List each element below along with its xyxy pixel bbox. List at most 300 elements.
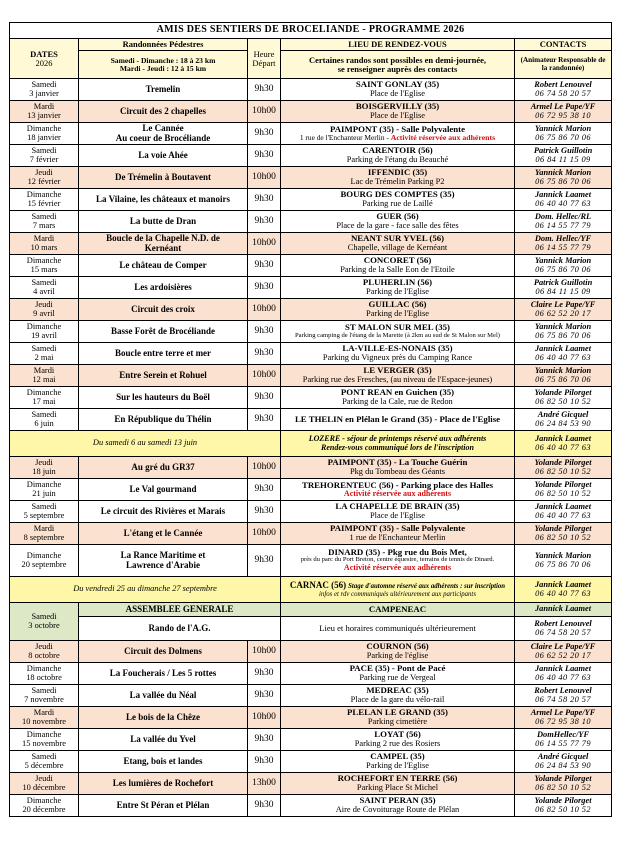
rando-line: Circuit des croix <box>131 303 195 314</box>
rando-name <box>79 773 248 795</box>
place-town: ROCHEFORT EN TERRE (56) <box>337 773 458 784</box>
contact-phone: 06 75 86 70 06 <box>535 264 591 274</box>
contact-name: André Gicquel <box>537 751 589 761</box>
date-day: 5 septembre <box>23 510 65 520</box>
date-weekday: Dimanche <box>26 550 62 560</box>
date-weekday: Samedi <box>31 79 57 89</box>
contact-name: Yannick Marion <box>534 255 592 265</box>
date-cell <box>10 365 79 387</box>
rando-line: Boucle entre terre et mer <box>114 347 212 358</box>
rando-name <box>79 101 248 123</box>
rando-line: La voie Ahée <box>138 149 188 160</box>
meeting-place <box>281 795 515 817</box>
header-heure: Heure Départ <box>248 39 281 79</box>
contact-name: Yannick Marion <box>534 321 592 331</box>
contact-name: Yolande Pilorget <box>534 795 592 805</box>
meeting-place <box>281 685 515 707</box>
contact-name: Dom. Hellec/YF <box>534 233 592 243</box>
header-dates: DATES 2026 <box>10 39 79 79</box>
start-time: 10h00 <box>248 299 281 321</box>
place-detail <box>283 134 512 142</box>
place-detail <box>283 784 512 793</box>
table-row <box>10 387 612 409</box>
date-weekday: Samedi <box>31 501 57 511</box>
meeting-place <box>281 457 515 479</box>
date-weekday: Mardi <box>33 707 55 717</box>
meeting-place <box>281 707 515 729</box>
start-time: 9h30 <box>248 751 281 773</box>
contact-cell <box>515 167 612 189</box>
header-lieu-note: Certaines randos sont possibles en demi-journée, se renseigner auprès des contacts <box>281 51 515 79</box>
place-detail <box>283 674 512 683</box>
contact-cell <box>515 729 612 751</box>
date-day: 18 janvier <box>27 132 61 142</box>
rando-line: Boucle de la Chapelle N.D. de <box>106 233 220 244</box>
rando-line: Le bois de la Chêze <box>126 711 200 722</box>
start-time: 10h00 <box>248 233 281 255</box>
place-detail-text: Parking de l'église <box>366 650 429 660</box>
place-detail-text: Parking 2 rue des Rosiers <box>354 738 441 748</box>
date-day: 2 mai <box>34 352 54 362</box>
date-cell <box>10 167 79 189</box>
date-weekday: Samedi <box>31 145 57 155</box>
contact-cell <box>515 211 612 233</box>
rando-line: Lawrence d'Arabie <box>125 559 201 570</box>
meeting-place <box>281 729 515 751</box>
contact-name: Yannick Marion <box>534 123 592 133</box>
place-detail <box>283 534 512 543</box>
date-weekday: Samedi <box>31 751 57 761</box>
contact-name: Patrick Guillotin <box>533 145 593 155</box>
rando-name <box>79 685 248 707</box>
place-detail-small: près du parc du Port Breton, centre équestre, terrains de tennis de Dinard. <box>300 556 495 564</box>
table-row <box>10 233 612 255</box>
date-weekday: Samedi <box>31 211 57 221</box>
rando-name <box>79 707 248 729</box>
meeting-place <box>281 79 515 101</box>
contact-name: Jannick Laamet <box>534 433 592 443</box>
rando-name <box>79 123 248 145</box>
date-day: 21 juin <box>32 488 56 498</box>
table-row <box>10 431 612 457</box>
meeting-place <box>281 751 515 773</box>
contact-cell <box>515 387 612 409</box>
contact-phone: 06 14 55 77 79 <box>535 738 591 748</box>
place-detail-text: Aire de Covoiturage Route de Plélan <box>335 804 460 814</box>
table-row <box>10 523 612 545</box>
contact-phone: 06 40 40 77 63 <box>535 352 591 362</box>
date-weekday: Jeudi <box>35 641 53 651</box>
rando-name <box>79 233 248 255</box>
date-cell <box>10 123 79 145</box>
date-weekday: Dimanche <box>26 479 62 489</box>
rando-line: La butte de Dran <box>129 215 197 226</box>
start-time: 9h30 <box>248 409 281 431</box>
rando-name <box>79 299 248 321</box>
date-cell <box>10 409 79 431</box>
table-row <box>10 545 612 577</box>
start-time: 9h30 <box>248 729 281 751</box>
place-town: TREHORENTEUC (56) - Parking place des Halles <box>301 479 494 490</box>
start-time: 10h00 <box>248 523 281 545</box>
contact-name: Jannick Laamet <box>534 343 592 353</box>
contact-cell <box>515 145 612 167</box>
start-time: 13h00 <box>248 773 281 795</box>
stay-text: Stage d'automne réservé aux adhérents : sur inscription <box>348 583 506 591</box>
date-day: 3 octobre <box>28 620 60 630</box>
date-cell <box>10 663 79 685</box>
rando-name <box>79 751 248 773</box>
date-day: 10 décembre <box>22 782 66 792</box>
contact-cell <box>515 431 612 457</box>
contact-phone: 06 82 50 10 52 <box>535 396 591 406</box>
place-town: GUILLAC (56) <box>368 299 427 310</box>
start-time: 9h30 <box>248 501 281 523</box>
contact-phone: 06 82 50 10 52 <box>535 804 591 814</box>
date-weekday: Dimanche <box>26 663 62 673</box>
date-cell <box>10 773 79 795</box>
place-town: NEANT SUR YVEL (56) <box>350 233 445 244</box>
contact-name: DomHellec/YF <box>536 729 590 739</box>
table-row <box>10 501 612 523</box>
stay-info <box>281 577 515 603</box>
rando-line: La Vilaine, les châteaux et manoirs <box>96 193 230 204</box>
start-time: 9h30 <box>248 79 281 101</box>
date-day: 18 octobre <box>26 672 62 682</box>
place-detail <box>283 310 512 319</box>
rando-line: Sur les hauteurs du Boël <box>116 391 210 402</box>
table-row <box>10 479 612 501</box>
place-detail-text: Parking de l'Eglise <box>366 308 429 318</box>
date-day: 10 novembre <box>22 716 66 726</box>
date-weekday: Mardi <box>33 523 55 533</box>
contact-cell <box>515 795 612 817</box>
contact-name: Jannick Laamet <box>534 189 592 199</box>
date-day: 7 novembre <box>24 694 64 704</box>
contact-phone: 06 84 11 15 09 <box>535 154 591 164</box>
rando-line: Entre St Péran et Plélan <box>116 799 210 810</box>
place-detail <box>283 718 512 727</box>
contact-cell <box>515 641 612 663</box>
contact-phone: 06 40 40 77 63 <box>535 198 591 208</box>
table-row <box>10 255 612 277</box>
table-row <box>10 145 612 167</box>
date-day: 20 décembre <box>22 804 66 814</box>
place-town: SAINT GONLAY (35) <box>355 79 440 90</box>
date-weekday: Mardi <box>33 233 55 243</box>
contact-phone: 06 74 58 20 57 <box>535 694 591 704</box>
members-only-note: Activité réservée aux adhérents <box>390 133 496 143</box>
date-day: 13 janvier <box>27 110 61 120</box>
place-detail-text: Parking rue des Fresches, (au niveau de l'Espace-jeunes) <box>302 374 493 384</box>
date-cell <box>10 321 79 343</box>
place-town: PAIMPONT (35) - Salle Polyvalente <box>329 523 466 534</box>
date-cell <box>10 685 79 707</box>
date-cell <box>10 189 79 211</box>
rando-line: Circuit des 2 chapelles <box>119 105 207 116</box>
contact-cell <box>515 501 612 523</box>
contact-cell <box>515 617 612 641</box>
contact-cell <box>515 255 612 277</box>
contact-name: Yannick Marion <box>534 365 592 375</box>
place-detail <box>283 222 512 231</box>
date-cell <box>10 751 79 773</box>
place-town: LE VERGER (35) <box>363 365 432 376</box>
date-weekday: Dimanche <box>26 795 62 805</box>
contact-cell <box>515 365 612 387</box>
contact-name: Robert Lenouvel <box>534 79 592 89</box>
date-day: 12 février <box>27 176 61 186</box>
place-town: COURNON (56) <box>366 641 429 652</box>
rando-line: Le Cannée <box>142 123 184 134</box>
start-time: 9h30 <box>248 685 281 707</box>
table-row <box>10 773 612 795</box>
rando-name <box>79 501 248 523</box>
date-weekday: Samedi <box>31 343 57 353</box>
contact-cell <box>515 663 612 685</box>
contact-cell <box>515 79 612 101</box>
place-detail <box>283 178 512 187</box>
rando-line: L'étang et le Cannée <box>123 527 203 538</box>
table-row <box>10 79 612 101</box>
contact-phone: 06 40 40 77 63 <box>535 588 591 598</box>
date-weekday: Mardi <box>33 101 55 111</box>
contact-cell <box>515 577 612 603</box>
stay-line-1: LOZERE - séjour de printemps réservé aux adhérents <box>308 434 487 444</box>
place-detail-text: Parking de l'Eglise <box>366 286 429 296</box>
contact-phone: 06 62 52 20 17 <box>535 650 591 660</box>
date-cell <box>10 795 79 817</box>
place-detail <box>283 376 512 385</box>
contact-phone: 06 62 52 20 17 <box>535 308 591 318</box>
rando-name <box>79 545 248 577</box>
start-time: 9h30 <box>248 277 281 299</box>
place-town: PONT REAN en Guichen (35) <box>340 387 455 398</box>
place-town: CARENTOIR (56) <box>362 145 433 156</box>
place-detail-text: Lac de Trémelin Parking P2 <box>350 176 445 186</box>
rando-name <box>79 277 248 299</box>
start-time: 9h30 <box>248 123 281 145</box>
date-day: 4 avril <box>33 286 55 296</box>
date-day: 15 novembre <box>22 738 66 748</box>
date-cell <box>10 277 79 299</box>
stay-dates: Du vendredi 25 au dimanche 27 septembre <box>10 577 281 603</box>
table-row <box>10 457 612 479</box>
contact-name: Jannick Laamet <box>534 579 592 589</box>
ag-location: CAMPENEAC <box>281 603 515 617</box>
contact-phone: 06 14 55 77 79 <box>535 242 591 252</box>
members-only-note: Activité réservée aux adhérents <box>343 488 452 498</box>
place-town: GUER (56) <box>376 211 419 222</box>
rando-line: La Foucherais / Les 5 rottes <box>109 667 217 678</box>
rando-name <box>79 321 248 343</box>
place-detail <box>283 288 512 297</box>
rando-name <box>79 409 248 431</box>
place-town: BOURG DES COMPTES (35) <box>340 189 455 200</box>
date-cell <box>10 603 79 641</box>
place-detail-text: Place de l'Eglise <box>370 88 425 98</box>
meeting-place <box>281 501 515 523</box>
date-day: 19 avril <box>31 330 57 340</box>
rando-name <box>79 641 248 663</box>
contact-cell <box>515 321 612 343</box>
place-detail <box>283 740 512 749</box>
place-detail-text: Place de l'Eglise <box>370 110 425 120</box>
contact-cell <box>515 343 612 365</box>
rando-line: Au coeur de Brocéliande <box>115 132 211 143</box>
place-town: LA-VILLE-ES-NONAIS (35) <box>342 343 453 354</box>
rando-line: Kernéant <box>144 242 182 253</box>
contact-phone: 06 75 86 70 06 <box>535 330 591 340</box>
contact-cell <box>515 457 612 479</box>
rando-name <box>79 457 248 479</box>
date-cell <box>10 545 79 577</box>
contact-phone: 06 40 40 77 63 <box>535 510 591 520</box>
contact-phone: 06 74 58 20 57 <box>535 627 591 637</box>
start-time: 10h00 <box>248 641 281 663</box>
place-town: CAMPEL (35) <box>370 751 425 762</box>
date-cell <box>10 145 79 167</box>
contact-cell <box>515 707 612 729</box>
contact-cell <box>515 189 612 211</box>
rando-name <box>79 189 248 211</box>
contact-cell <box>515 545 612 577</box>
place-town: BOISGERVILLY (35) <box>355 101 440 112</box>
date-day: 10 mars <box>30 242 58 252</box>
ag-note: Lieu et horaires communiqués ultérieurement <box>281 617 515 641</box>
contact-phone: 06 24 84 53 90 <box>535 760 591 770</box>
rando-name <box>79 145 248 167</box>
place-detail-text: Parking rue de Vergeal <box>359 672 436 682</box>
table-row <box>10 299 612 321</box>
start-time: 9h30 <box>248 255 281 277</box>
stay-info <box>281 431 515 457</box>
meeting-place <box>281 321 515 343</box>
meeting-place <box>281 545 515 577</box>
date-weekday: Samedi <box>31 277 57 287</box>
contact-name: Yolande Pilorget <box>534 479 592 489</box>
date-weekday: Dimanche <box>26 729 62 739</box>
contact-cell <box>515 409 612 431</box>
table-row <box>10 577 612 603</box>
header-schedule: Samedi - Dimanche : 18 à 23 km Mardi - Jeudi : 12 à 15 km <box>79 51 248 79</box>
rando-name <box>79 211 248 233</box>
contact-phone: 06 75 86 70 06 <box>535 374 591 384</box>
place-detail <box>283 806 512 815</box>
contact-cell <box>515 299 612 321</box>
contact-phone: 06 84 11 15 09 <box>535 286 591 296</box>
place-detail-small: Parking camping de l'étang de la Marette (à 2km au sud de St Malon sur Mel) <box>295 331 500 339</box>
date-weekday: Jeudi <box>35 167 53 177</box>
rando-line: La vallée du Yvel <box>130 733 196 744</box>
contact-name: Yolande Pilorget <box>534 773 592 783</box>
table-row <box>10 409 612 431</box>
table-row <box>10 729 612 751</box>
place-detail-text: Parking de l'Eglise <box>366 760 429 770</box>
rando-name <box>79 479 248 501</box>
contact-phone: 06 82 50 10 52 <box>535 466 591 476</box>
table-row <box>10 123 612 145</box>
contact-phone: 06 75 86 70 06 <box>535 176 591 186</box>
place-detail <box>283 696 512 705</box>
date-cell <box>10 501 79 523</box>
contact-cell <box>515 123 612 145</box>
rando-name <box>79 387 248 409</box>
ag-contact: Jannick Laamet <box>515 603 612 617</box>
contact-name: Robert Lenouvel <box>534 685 592 695</box>
contact-cell <box>515 523 612 545</box>
stay-line-2: Rendez-vous communiqué lors de l'inscription <box>321 442 474 452</box>
meeting-place <box>281 409 515 431</box>
place-town: SAINT PERAN (35) <box>359 795 436 806</box>
place-detail-text: 1 rue de l'Enchanteur Merlin - <box>299 133 391 143</box>
ag-title: ASSEMBLEE GENERALE <box>79 603 281 617</box>
date-cell <box>10 101 79 123</box>
date-cell <box>10 457 79 479</box>
date-day: 7 mars <box>32 220 56 230</box>
meeting-place <box>281 233 515 255</box>
meeting-place <box>281 189 515 211</box>
date-day: 15 février <box>27 198 61 208</box>
date-weekday: Dimanche <box>26 321 62 331</box>
start-time: 9h30 <box>248 321 281 343</box>
date-cell <box>10 79 79 101</box>
header-row-2 <box>10 51 612 79</box>
meeting-place <box>281 145 515 167</box>
place-detail-text: Parking Place St Michel <box>356 782 439 792</box>
date-cell <box>10 387 79 409</box>
place-detail <box>283 244 512 253</box>
date-weekday: Samedi <box>31 611 57 621</box>
place-detail-text: Parking du Vigneux près du Camping Rance <box>322 352 473 362</box>
meeting-place <box>281 343 515 365</box>
place-detail <box>283 266 512 275</box>
date-weekday: Samedi <box>31 685 57 695</box>
contact-phone: 06 14 55 77 79 <box>535 220 591 230</box>
contact-phone: 06 72 95 38 10 <box>535 110 591 120</box>
date-cell <box>10 255 79 277</box>
start-time: 10h00 <box>248 101 281 123</box>
rando-line: Au gré du GR37 <box>131 461 195 472</box>
stay-line-2: infos et rdv communiqués ultérieurement aux participants <box>319 590 476 598</box>
date-day: 15 mars <box>30 264 58 274</box>
date-weekday: Dimanche <box>26 123 62 133</box>
meeting-place <box>281 641 515 663</box>
rando-line: Etang, bois et landes <box>123 755 203 766</box>
contact-cell <box>515 773 612 795</box>
rando-name: Rando de l'A.G. <box>79 617 281 641</box>
meeting-place <box>281 663 515 685</box>
place-detail-text: Parking de la Salle Eon de l'Etoile <box>340 264 455 274</box>
place-detail-text: Parking cimetière <box>367 716 428 726</box>
rando-line: Le Val gourmand <box>129 483 197 494</box>
rando-line: Entre Serein et Rohuel <box>119 369 207 380</box>
contact-name: Yolande Pilorget <box>534 523 592 533</box>
contact-name: Jannick Laamet <box>534 663 592 673</box>
start-time: 9h30 <box>248 211 281 233</box>
table-row <box>10 707 612 729</box>
contact-cell <box>515 101 612 123</box>
start-time: 9h30 <box>248 545 281 577</box>
table-row <box>10 617 612 641</box>
meeting-place <box>281 387 515 409</box>
rando-line: Tremelin <box>145 83 181 94</box>
rando-line: La vallée du Néal <box>129 689 197 700</box>
date-cell <box>10 707 79 729</box>
date-cell <box>10 641 79 663</box>
contact-phone: 06 82 50 10 52 <box>535 782 591 792</box>
date-weekday: Mardi <box>33 365 55 375</box>
